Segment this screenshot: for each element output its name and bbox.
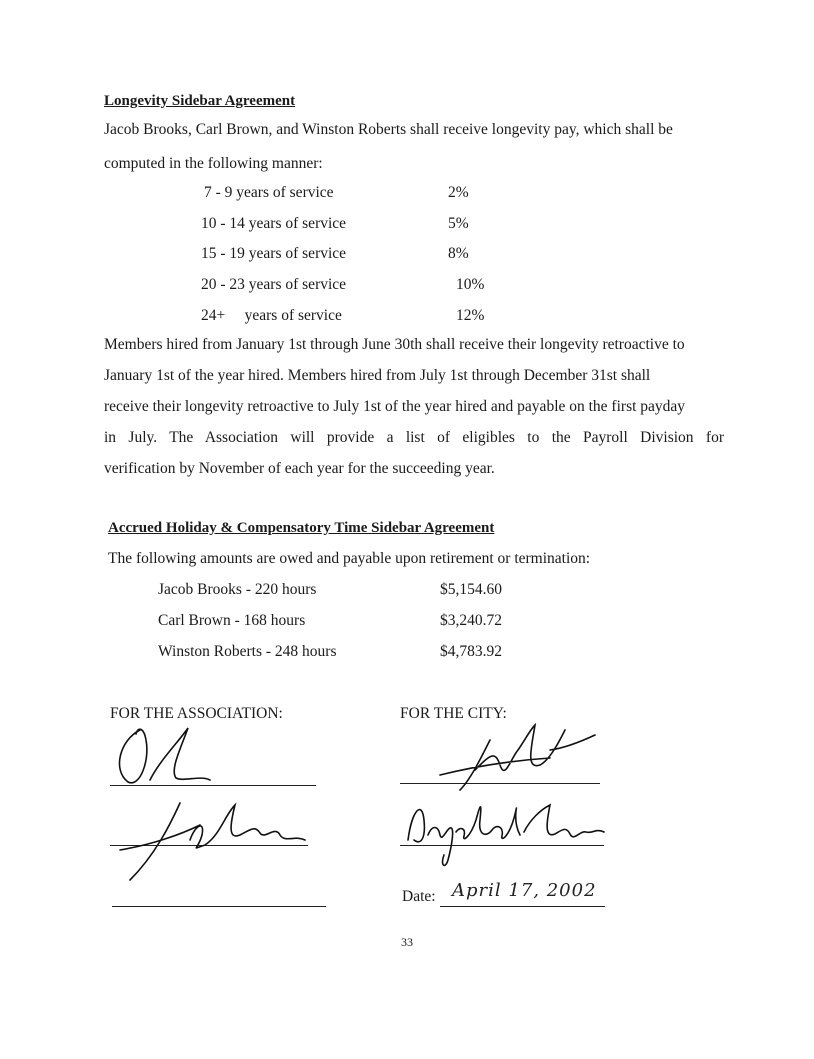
paragraph-line: receive their longevity retroactive to July 1st of the year hired and payable on the first payday: [104, 398, 686, 415]
paragraph-line: Members hired from January 1st through June 30th shall receive their longevity retroactive to: [104, 336, 685, 353]
handwritten-signature: [110, 720, 220, 790]
schedule-range: 20 - 23 years of service: [201, 276, 347, 293]
handwritten-signature: [400, 790, 610, 875]
accrued-amount: $4,783.92: [440, 643, 502, 660]
schedule-rate: 2%: [448, 184, 469, 201]
accrued-amount: $3,240.72: [440, 612, 502, 629]
schedule-range: 15 - 19 years of service: [201, 245, 347, 262]
date-line: [440, 906, 605, 907]
paragraph-line: in July. The Association will provide a list of eligibles to the Payroll Division for: [104, 429, 724, 446]
schedule-range: 7 - 9 years of service: [204, 184, 334, 201]
accrued-name: Jacob Brooks - 220 hours: [158, 581, 317, 598]
longevity-intro-line: Jacob Brooks, Carl Brown, and Winston Roberts shall receive longevity pay, which shall be: [104, 121, 673, 138]
schedule-rate: 5%: [448, 215, 469, 232]
paragraph-line: verification by November of each year for the succeeding year.: [104, 460, 495, 477]
city-label: FOR THE CITY:: [400, 705, 507, 722]
handwritten-signature: [400, 720, 600, 800]
schedule-rate: 8%: [448, 245, 469, 262]
schedule-rate: 12%: [456, 307, 485, 324]
accrued-name: Winston Roberts - 248 hours: [158, 643, 337, 660]
longevity-heading: Longevity Sidebar Agreement: [104, 93, 296, 109]
schedule-rate: 10%: [456, 276, 485, 293]
accrued-heading: Accrued Holiday & Compensatory Time Sidebar Agreement: [108, 520, 495, 536]
signature-line: [112, 906, 326, 907]
accrued-intro: The following amounts are owed and payable upon retirement or termination:: [108, 550, 591, 567]
handwritten-date: April 17, 2002: [452, 880, 597, 901]
schedule-range: 10 - 14 years of service: [201, 215, 347, 232]
longevity-intro-line: computed in the following manner:: [104, 155, 323, 172]
date-label: Date:: [402, 888, 436, 905]
handwritten-signature: [110, 795, 310, 885]
paragraph-line: January 1st of the year hired. Members hired from July 1st through December 31st shall: [104, 367, 651, 384]
page-number: 33: [401, 935, 413, 949]
accrued-name: Carl Brown - 168 hours: [158, 612, 306, 629]
accrued-amount: $5,154.60: [440, 581, 502, 598]
schedule-range: 24+ years of service: [201, 307, 342, 324]
association-label: FOR THE ASSOCIATION:: [110, 705, 283, 722]
